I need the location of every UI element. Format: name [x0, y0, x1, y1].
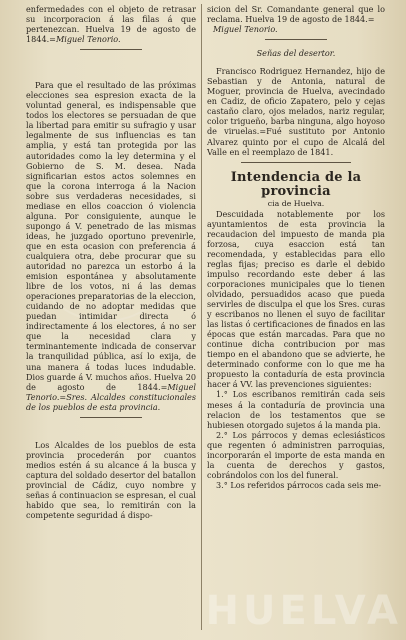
section-subheading: cia de Huelva. — [267, 198, 325, 208]
paragraph-enfermedades — [26, 4, 196, 44]
paragraph-text: Para que el resultado de las próximas elecciones sea espresion exacta de la voluntad general, es indispensable que todos los electores se persuadan de que la libertad para emitir su sufragio y usar legalmente de sus influencias es tan amplia, y está tan protegida por las autoridades como la ley determina y el Gobierno de S. M. desea. Nada significarian estos actos solemnes en que la corona interroga á la Nacion sobre sus verdaderas necesidades, si mediase en ellos coaccion ó violencia alguna. Por consiguiente, aunque le supongo á V. penetrado de las mismas ideas, he juzgado oportuno prevenirle, que en esta ocasion con preferencia á cualquiera otra, debe procurar que su autoridad no parezca un estorbo á la emision espontánea y absolutamente libre de los votos, ni á las demas operaciones preparatorias de la eleccion, cuidando de no adoptar medidas que puedan intimidar directa ó indirectamente á los electores, á no ser que la necesidad clara y terminantemente indicada de conservar la tranquilidad pública, así lo exija, de una manera á todas luces indudable. Dios guarde á V. muchos años. Huelva 20 de agosto de 1844. — [26, 80, 196, 392]
paragraph-elecciones — [26, 80, 196, 412]
left-column — [26, 4, 196, 520]
right-column — [207, 4, 385, 490]
paragraph-alcaldes: Los Alcaldes de los pueblos de esta provincia procederán por cuantos medios estén á su alcance á la busca y captura del soldado desertor del batallon provincial de Cádiz, cuyo nombre y señas á continuacion se espresan, el cual habido que sea, lo remitirán con la competente seguridad á dispo- — [26, 439, 196, 521]
paragraph-item-1: 1.° Los escribanos remitirán cada seis meses á la contaduría de provincia una relacion de los testamentos que se hubiesen otorgado sujetos á la manda pia. — [207, 389, 385, 430]
paragraph-text: enfermedades con el objeto de retrasar su incorporacion á las filas á que pertenezcan. Huelva 19 de agosto de 1844. — [26, 4, 196, 45]
column-rule — [201, 4, 202, 630]
paragraph-item-3: 3.° Los referidos párrocos cada seis me- — [216, 479, 382, 490]
section-divider — [265, 39, 327, 40]
paragraph-item-2: 2.° Los párrocos y demas eclesiásticos que regenten ó administren parroquias, incorporarán el importe de esta manda en la cuenta de derechos y gastos, cobrándolos con los del funeral. — [207, 429, 385, 480]
paragraph-manda-pia: Descuidada notablemente por los ayuntamientos de esta provincia la recaudacion del impuesto de manda pia forzosa, cuya esaccion está tan recomendada, y establecidas para ello reglas fijas; preciso es darle el debido impulso recordando este deber á las corporaciones municipales que lo tienen olvidado, persuadidos acaso que pueda servirles de disculpa el que los Sres. curas y escribanos no llenen el suyo de facilitar las listas ó certificaciones de finados en las épocas que están marcadas. Para que no continue dicha contribucion por mas tiempo en el abandono que se advierte, he determinado conforme con lo que me ha propuesto la contaduría de esta provincia hacer á VV. las prevenciones siguientes: — [207, 208, 385, 390]
section-divider — [241, 162, 351, 163]
senas-title: Señas del desertor. — [256, 48, 336, 59]
watermark-text: HUELVA — [205, 588, 402, 634]
signature-inline: =Miguel Tenorio. — [49, 34, 121, 45]
section-divider — [80, 49, 142, 50]
section-divider — [80, 417, 142, 418]
section-heading: Intendencia de la provincia — [230, 169, 362, 199]
paragraph-continuation: sicion del Sr. Comandante general que lo reclama. Huelva 19 de agosto de 1844.= — [207, 4, 385, 25]
signature: Miguel Tenorio. — [213, 24, 278, 35]
paragraph-senas: Francisco Rodriguez Hernandez, hijo de Sebastian y de Antonia, natural de Moguer, provincia de Huelva, avecindado en Cadiz, de oficio Zapatero, pelo y cejas castaño claro, ojos melados, nariz regular, color trigueño, barba ninguna, algo hoyoso de viruelas.=Fué sustituto por Antonio Alvarez quinto por el cupo de Alcalá del Valle en el reemplazo de 1841. — [207, 66, 385, 157]
signature-inline: =Miguel Tenorio.=Sres. Alcaldes constitucionales de los pueblos de esta provincia. — [26, 381, 196, 412]
